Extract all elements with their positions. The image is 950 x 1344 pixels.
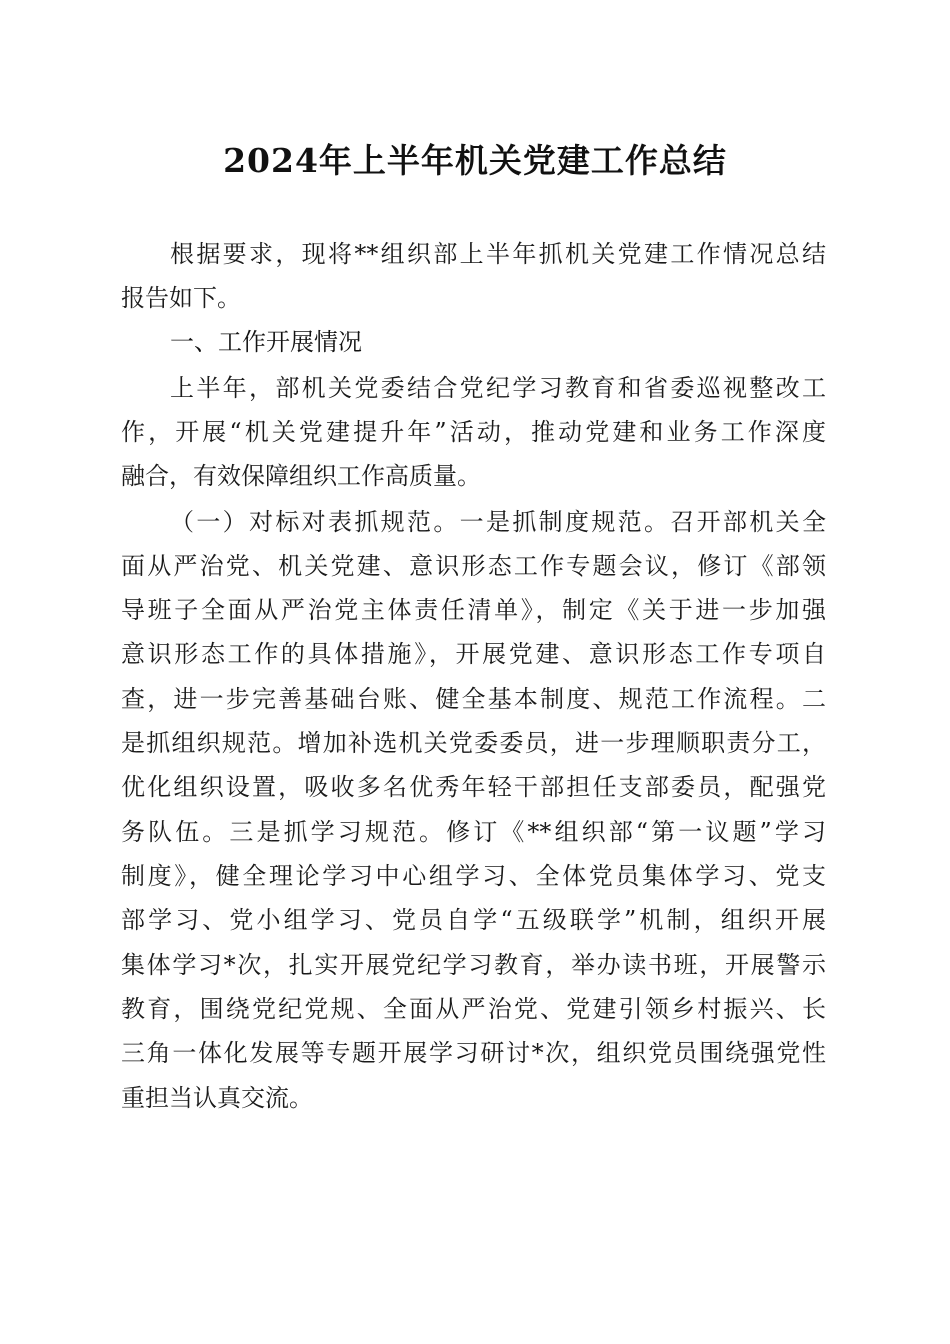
paragraph-line: 优化组织设置，吸收多名优秀年轻干部担任支部委员，配强党	[121, 773, 826, 801]
paragraph-line: 作，开展“机关党建提升年”活动，推动党建和业务工作深度	[121, 418, 826, 446]
paragraph-line: 融合，有效保障组织工作高质量。	[121, 462, 481, 490]
paragraph-line: 面从严治党、机关党建、意识形态工作专题会议，修订《部领	[121, 552, 826, 580]
paragraph-line: 三角一体化发展等专题开展学习研讨*次，组织党员围绕强党性	[121, 1039, 826, 1067]
paragraph-line: 是抓组织规范。增加补选机关党委委员，进一步理顺职责分工，	[121, 729, 826, 757]
paragraph-line: 意识形态工作的具体措施》，开展党建、意识形态工作专项自	[121, 640, 826, 668]
section-heading: 一、工作开展情况	[170, 328, 362, 356]
paragraph-line: 报告如下。	[121, 284, 241, 312]
paragraph-line: 教育，围绕党纪党规、全面从严治党、党建引领乡村振兴、长	[121, 995, 826, 1023]
document-title: 2024年上半年机关党建工作总结	[223, 141, 727, 180]
paragraph-line: 务队伍。三是抓学习规范。修订《**组织部“第一议题”学习	[121, 818, 826, 846]
paragraph-line: 查，进一步完善基础台账、健全基本制度、规范工作流程。二	[121, 685, 826, 713]
paragraph-line: （一）对标对表抓规范。一是抓制度规范。召开部机关全	[170, 508, 826, 536]
paragraph-line: 重担当认真交流。	[121, 1084, 313, 1112]
paragraph-line: 上半年，部机关党委结合党纪学习教育和省委巡视整改工	[170, 374, 826, 402]
paragraph-line: 导班子全面从严治党主体责任清单》，制定《关于进一步加强	[121, 596, 826, 624]
paragraph-line: 集体学习*次，扎实开展党纪学习教育，举办读书班，开展警示	[121, 951, 826, 979]
paragraph-line: 根据要求，现将**组织部上半年抓机关党建工作情况总结	[170, 240, 826, 268]
paragraph-line: 制度》，健全理论学习中心组学习、全体党员集体学习、党支	[121, 862, 826, 890]
paragraph-line: 部学习、党小组学习、党员自学“五级联学”机制，组织开展	[121, 906, 826, 934]
